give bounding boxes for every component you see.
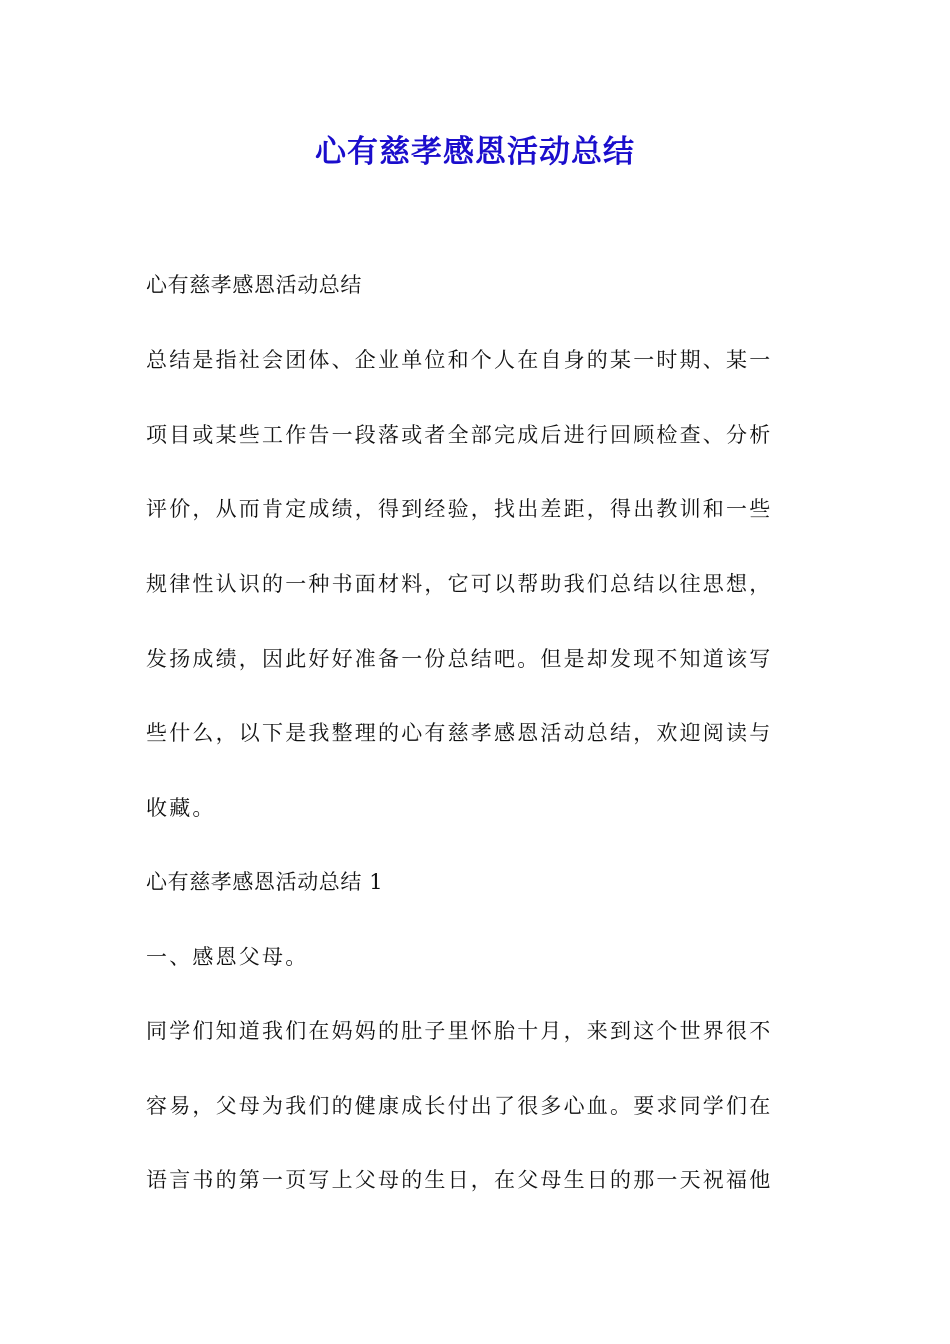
subtitle-line: 心有慈孝感恩活动总结 xyxy=(146,273,362,297)
paragraph-line: 项目或某些工作告一段落或者全部完成后进行回顾检查、分析 xyxy=(146,423,773,447)
document-title: 心有慈孝感恩活动总结 xyxy=(315,134,635,170)
subsection-heading: 一、感恩父母。 xyxy=(146,945,309,969)
paragraph-line: 容易，父母为我们的健康成长付出了很多心血。要求同学们在 xyxy=(146,1094,773,1118)
section-heading: 心有慈孝感恩活动总结 1 xyxy=(146,870,384,894)
paragraph-line: 些什么，以下是我整理的心有慈孝感恩活动总结，欢迎阅读与 xyxy=(146,721,773,745)
paragraph-line: 语言书的第一页写上父母的生日，在父母生日的那一天祝福他 xyxy=(146,1168,773,1192)
paragraph-line: 评价，从而肯定成绩，得到经验，找出差距，得出教训和一些 xyxy=(146,497,773,521)
paragraph-line: 收藏。 xyxy=(146,796,216,820)
paragraph-line: 总结是指社会团体、企业单位和个人在自身的某一时期、某一 xyxy=(146,348,773,372)
paragraph-line: 同学们知道我们在妈妈的肚子里怀胎十月，来到这个世界很不 xyxy=(146,1019,773,1043)
paragraph-line: 发扬成绩，因此好好准备一份总结吧。但是却发现不知道该写 xyxy=(146,647,773,671)
paragraph-line: 规律性认识的一种书面材料，它可以帮助我们总结以往思想， xyxy=(146,572,773,596)
